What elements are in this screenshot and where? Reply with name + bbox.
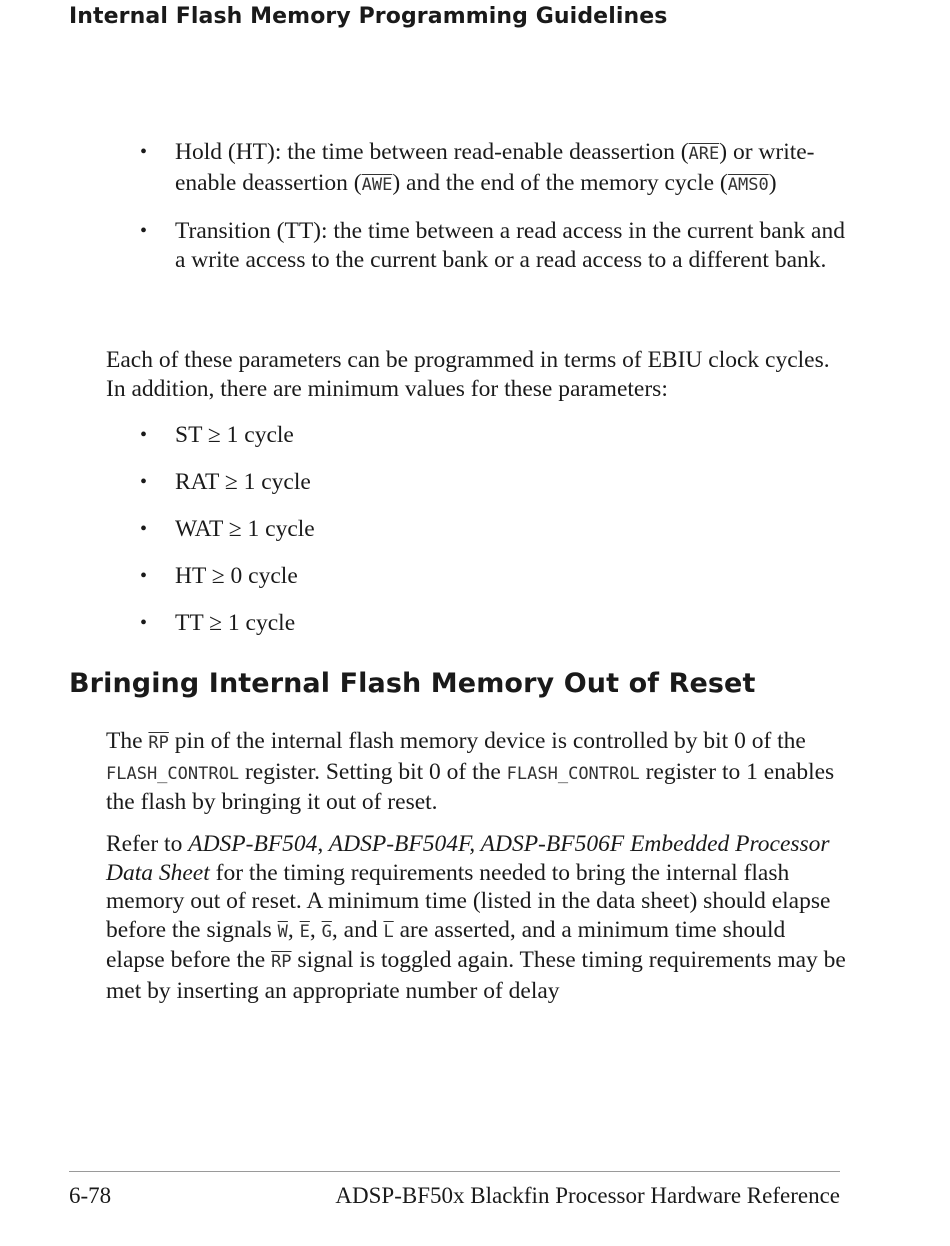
page-number: 6-78	[69, 1183, 112, 1208]
signal-awe: $\overline{AWE}$	[361, 174, 393, 195]
bullet-icon: •	[140, 471, 148, 493]
book-title: ADSP-BF50x Blackfin Processor Hardware Reference	[335, 1183, 840, 1208]
bullet-icon: •	[140, 565, 148, 587]
data-sheet-title: ADSP-BF504, ADSP-BF504F, ADSP-BF506F Embedded Processor Data Sheet	[106, 831, 830, 886]
footer-divider	[69, 1171, 840, 1172]
list-item: • Hold (HT): the time between read-enable deassertion $(\overline{ARE})$ or write-enable deassertion $(\overline{AWE})$ and the end of the memory cycle (AMS0)	[140, 139, 815, 196]
signal-rp: $\overline{RP}$	[271, 952, 292, 973]
minimum-values-list	[0, 421, 847, 656]
signal-l: $\overline{L}$	[383, 921, 394, 942]
signal-are: $\overline{ARE}$	[688, 144, 720, 164]
list-item: • ST ≥ 1 cycle	[140, 422, 294, 448]
signal-e: $\overline{E}$	[299, 921, 310, 942]
signal-g: $\overline{G}$	[321, 921, 332, 942]
list-item: • HT ≥ 0 cycle	[140, 563, 298, 589]
register-flash-control: FLASH_CONTROL	[506, 763, 640, 784]
bullet-icon: •	[140, 141, 148, 163]
timing-parameter-list	[0, 138, 847, 274]
list-item: • RAT ≥ 1 cycle	[140, 469, 311, 495]
list-item: • TT ≥ 1 cycle	[140, 610, 296, 636]
signal-w: $\overline{W}$	[277, 921, 288, 942]
signal-ams0: AMS0	[727, 174, 769, 195]
section-heading: Bringing Internal Flash Memory Out of Reset	[69, 668, 756, 699]
list-item: • WAT ≥ 1 cycle	[140, 516, 315, 542]
running-header-title: Internal Flash Memory Programming Guidelines	[69, 4, 668, 29]
bullet-icon: •	[140, 424, 148, 446]
signal-rp: $\overline{RP}$	[148, 733, 169, 753]
bullet-icon: •	[140, 612, 148, 634]
register-flash-control: FLASH_CONTROL	[106, 763, 240, 784]
bullet-icon: •	[140, 220, 148, 243]
timing-requirements-paragraph: Refer to ADSP-BF504, ADSP-BF504F, ADSP-BF506F Embedded Processor Data Sheet for the timing requirements needed to bring the internal flash memory out of reset. A minimum time (listed in the data sheet) should elapse before the signals $\overline{W}$, $\overline{E}$, $\overline{G}$, and $\overline{L}$ are asserted, and a minimum time should elapse before the $\overline{RP}$ signal is toggled again. These timing requirements may be met by inserting an appropriate number of delay	[106, 831, 846, 1004]
parameters-paragraph: Each of these parameters can be programmed in terms of EBIU clock cycles. In addition, there are minimum values for these parameters:	[106, 347, 830, 402]
reset-paragraph: The $\overline{RP}$ pin of the internal flash memory device is controlled by bit 0 of the FLASH_CONTROL register. Setting bit 0 of the FLASH_CONTROL register to 1 enables the flash by bringing it out of reset.	[106, 728, 835, 816]
list-item: • Transition (TT): the time between a read access in the current bank and a write access to the current bank or a read access to a different bank.	[140, 218, 845, 273]
bullet-icon: •	[140, 518, 148, 540]
